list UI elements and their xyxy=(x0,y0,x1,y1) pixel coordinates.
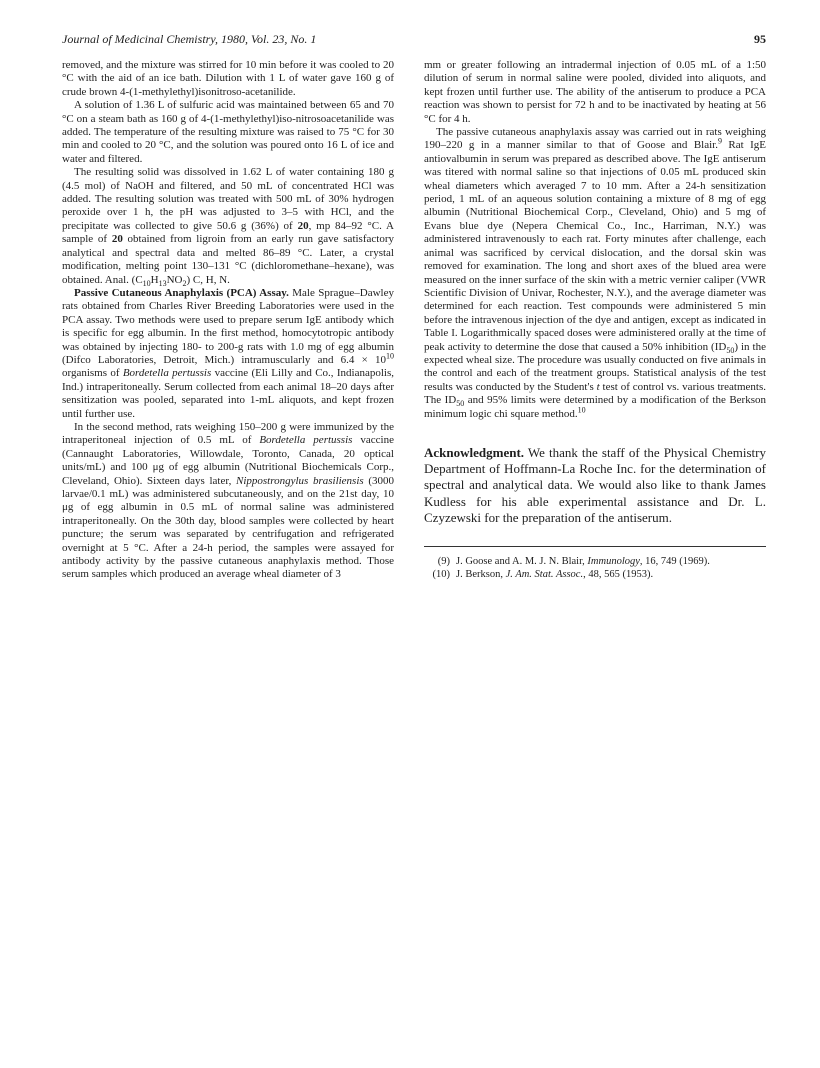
reference-marker: 10 xyxy=(577,404,586,414)
paragraph: The resulting solid was dissolved in 1.62 L of water containing 180 g (4.5 mol) of NaOH and filtered, and 50 mL of concentrated HCl was added. The resulting solution was treated with 500 mL of 30% hydrogen peroxide over 1 h, the pH was adjusted to 3–5 with HCl, and the precipitate was collected to give 50.6 g (36%) of 20, mp 84–92 °C. A sample of 20 obtained from ligroin from an early run gave satisfactory analytical and spectral data and melted 86–89 °C. Later, a crystal modification, melting point 130–131 °C (dichloromethane–hexane), was obtained. Anal. $(C_{10}H_{13}NO_2)$ C, H, N. xyxy=(62,166,394,288)
left-column xyxy=(62,59,394,582)
section-paragraph-pca-assay: Passive Cutaneous Anaphylaxis (PCA) Assay. Male Sprague–Dawley rats obtained from Charles River Breeding Laboratories were used in the PCA assay. Two methods were used to prepare serum IgE antibody which is specific for egg albumin. In the first method, homocytotropic antibody was obtained by injecting 180- to 200-g rats with 1.0 mg of egg albumin (Difco Laboratories, Detroit, Mich.) intramuscularly and $6.4 \times 10^{10}$ organisms of Bordetella pertussis vaccine (Eli Lilly and Co., Indianapolis, Ind.) intraperitoneally. Serum collected from each animal 18–20 days after sensitization was pooled, separated into 1-mL aliquots, and kept frozen until further use. xyxy=(62,286,394,420)
paragraph: removed, and the mixture was stirred for 10 min before it was cooled to 20 °C with the aid of an ice bath. Dilution with 1 L of water gave 160 g of crude brown 4-(1-methylethyl)isonitroso-acetanilide. xyxy=(62,59,394,98)
page-number: 95 xyxy=(754,32,766,46)
acknowledgment-heading: Acknowledgment. xyxy=(424,444,525,460)
right-column xyxy=(424,59,766,581)
reference-marker: 9 xyxy=(717,136,722,146)
paragraph: mm or greater following an intradermal injection of 0.05 mL of a 1:50 dilution of serum in normal saline were pooled, divided into aliquots, and kept frozen until further use. The ability of the antiserum to produce a PCA reaction was shown to persist for 72 h and to be inactivated by heating at 56 °C for 4 h. xyxy=(424,59,766,125)
section-heading: Passive Cutaneous Anaphylaxis (PCA) Assay. xyxy=(74,286,289,299)
journal-citation: Journal of Medicinal Chemistry, 1980, Vol. 23, No. 1 xyxy=(62,32,317,46)
running-header xyxy=(62,32,766,48)
compound-number: 20 xyxy=(297,219,309,232)
paragraph: A solution of 1.36 L of sulfuric acid was maintained between 65 and 70 °C on a steam bath as 160 g of 4-(1-methylethyl)iso-nitrosoacetanilide was added. The temperature of the resulting mixture was raised to 75 °C for 30 min and cooled to 20 °C, and the solution was poured onto 16 L of ice and water and filtered. xyxy=(62,99,394,165)
compound-number: 20 xyxy=(111,233,123,246)
acknowledgment: Acknowledgment. We thank the staff of the Physical Chemistry Department of Hoffmann-La Roche Inc. for the determination of spectral and analytical data. We would also like to thank James Kudless for his able experimental assistance and Dr. L. Czyzewski for the preparation of the antiserum. xyxy=(424,444,766,525)
references-list xyxy=(424,555,766,581)
references-divider xyxy=(424,546,766,547)
paragraph: The passive cutaneous anaphylaxis assay was carried out in rats weighing 190–220 g in a manner similar to that of Goose and Blair.$^9$ Rat IgE antiovalbumin in serum was prepared as described above. The IgE antiserum was titered with normal saline so that injections of 0.05 mL produced skin wheal diameters which averaged 7 to 10 mm. After a 24-h sensitization period, 1 mL of an aqueous solution containing a mixture of 8 mg of egg albumin (Nutritional Biochemical Corp., Cleveland, Ohio) and 5 mg of Evans blue dye (Nepera Chemical Co., Inc., Harriman, N.Y.) was administered intravenously to each rat. Forty minutes after challenge, each animal was sacrificed by cervical dislocation, and the dorsal skin was removed for examination. The long and short axes of the blued area were measured on the inner surface of the skin with a metric vernier caliper (VWR Scientific Division of Univar, Rochester, N.Y.), and the average diameter was determined for each reaction. Test compounds were administered 5 min before the intravenous injection of the dye and antigen, except as indicated in Table I. Logarithmically spaced doses were administered orally at the time of peak activity to determine the dose that caused a 50% inhibition $(ID_{50})$ in the expected wheal size. The procedure was usually conducted on five animals in the control and each of the treatment groups. Statistical analysis of the test results was conducted by the Student's t test of control vs. various treatments. The $ID_{50}$ and 95% limits were determined by a modification of the Berkson minimum logic chi square method.$^{10}$ xyxy=(424,126,767,420)
reference-item: (9) J. Goose and A. M. J. N. Blair, Immunology, 16, 749 (1969). xyxy=(437,555,710,567)
reference-item: (10) J. Berkson, J. Am. Stat. Assoc., 48, 565 (1953). xyxy=(432,568,654,580)
paragraph: In the second method, rats weighing 150–200 g were immunized by the intraperitoneal injection of 0.5 mL of Bordetella pertussis vaccine (Cannaught Laboratories, Willowdale, Toronto, Canada, 20 optical units/mL) and 100 μg of egg albumin (Nutritional Biochemicals Corp., Cleveland, Ohio). Sixteen days later, Nippostrongylus brasiliensis (3000 larvae/0.1 mL) was administered subcutaneously, and on the 21st day, 10 μg of egg albumin in 0.5 mL of normal saline was administered intraperitoneally. On the 30th day, blood samples were collected by heart puncture; the serum was separated by centrifugation and refrigerated overnight at 5 °C. After a 24-h period, the samples were assayed for antibody activity by the passive cutaneous anaphylaxis method. Those serum samples which produced an average wheal diameter of 3 xyxy=(62,420,394,581)
